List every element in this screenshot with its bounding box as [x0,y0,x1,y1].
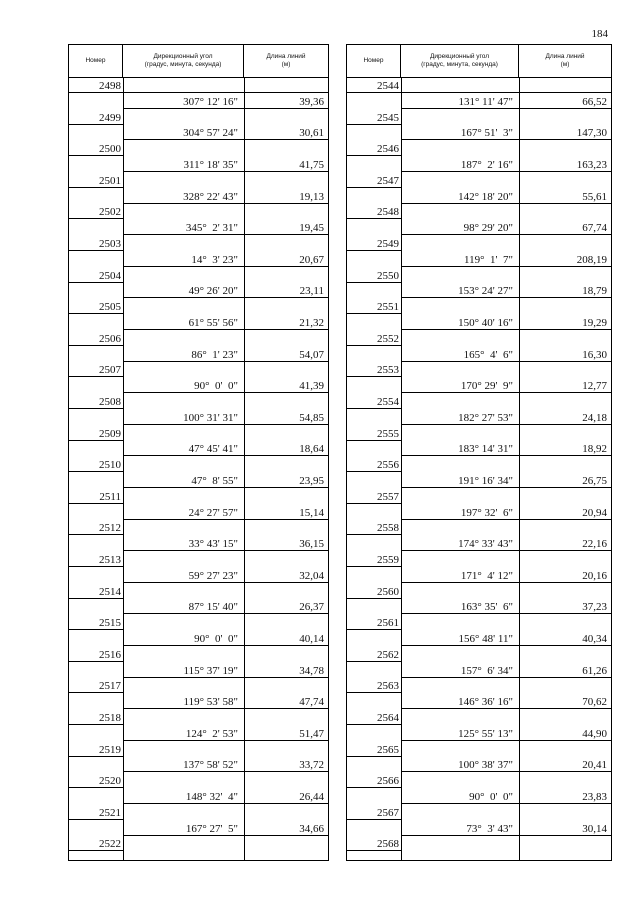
segment-row-line [401,297,611,298]
table-header [69,45,328,78]
point-number: 2507 [99,364,121,377]
direction-angle: 307° 12' 16" [183,95,238,108]
segment-row-line [401,613,611,614]
direction-angle: 100° 38' 37" [458,759,513,772]
line-length: 22,16 [582,538,607,551]
line-length: 34,66 [299,822,324,835]
direction-angle: 119° 1' 7" [464,253,513,266]
point-row-line [69,155,123,156]
line-length: 23,95 [299,475,324,487]
point-row-line [69,345,123,346]
point-number: 2560 [377,585,399,598]
line-length: 26,37 [299,601,324,614]
direction-angle: 146° 36' 16" [458,696,513,709]
direction-angle: 165° 4' 6" [463,348,513,361]
point-row-line [69,534,123,535]
segment-row-line [401,108,611,109]
direction-angle: 100° 31' 31" [183,411,238,424]
point-row-line [347,566,401,567]
point-row-line [347,187,401,188]
header-number: Номер [69,45,123,77]
segment-row-line [123,677,328,678]
segment-row-line [123,645,328,646]
line-length: 26,75 [582,475,607,487]
point-row-line [347,250,401,251]
line-length: 18,79 [582,285,607,298]
point-number: 2554 [377,396,399,408]
point-number: 2498 [99,80,121,92]
line-length: 33,72 [299,759,324,772]
point-number: 2552 [377,332,399,345]
line-length: 15,14 [299,506,324,519]
point-row-line [69,692,123,693]
segment-row-line [123,203,328,204]
direction-angle: 171° 4' 12" [460,569,513,582]
point-row-line [69,471,123,472]
point-row-line [347,124,401,125]
point-number: 2516 [99,648,121,661]
segment-row-line [401,266,611,267]
direction-angle: 148° 32' 4" [185,791,238,803]
line-length: 19,29 [582,317,607,329]
line-length: 41,75 [299,159,324,171]
line-length: 66,52 [582,95,607,108]
line-length: 41,39 [299,380,324,393]
direction-angle: 47° 8' 55" [191,475,238,487]
line-length: 208,19 [576,253,607,266]
point-row-line [347,155,401,156]
line-length: 16,30 [582,348,607,361]
point-row-line [69,629,123,630]
direction-angle: 163° 35' 6" [460,601,513,614]
point-row-line [347,661,401,662]
direction-angle: 115° 37' 19" [183,664,238,677]
point-row-line [347,503,401,504]
segment-row-line [401,139,611,140]
direction-angle: 153° 24' 27" [458,285,513,298]
header-length: Длина линий (м) [266,53,306,68]
direction-angle: 61° 55' 56" [188,317,238,329]
segment-row-line [123,171,328,172]
segment-row-line [401,392,611,393]
direction-angle: 14° 3' 23" [191,253,238,266]
segment-row-line [123,329,328,330]
point-row-line [347,756,401,757]
header-angle: Дирекционный угол (градус, минута, секунда) [123,45,244,77]
direction-angle: 33° 43' 15" [188,538,238,551]
point-row-line [347,408,401,409]
line-length: 30,14 [582,822,607,835]
point-number: 2512 [99,522,121,535]
point-number: 2561 [377,617,399,630]
point-number: 2565 [377,743,399,756]
point-row-line [347,376,401,377]
segment-row-line [123,392,328,393]
point-number: 2547 [377,174,399,187]
header-angle: Дирекционный угол (градус, минута, секунда) [401,45,519,77]
point-number: 2567 [377,806,399,819]
line-length: 26,44 [299,791,324,803]
segment-row-line [401,582,611,583]
point-number: 2564 [377,712,399,724]
point-row-line [69,850,123,851]
point-number: 2553 [377,364,399,377]
point-number: 2500 [99,143,121,156]
direction-angle: 304° 57' 24" [183,127,238,140]
left-coordinates-table [68,44,329,861]
segment-row-line [123,519,328,520]
direction-angle: 125° 55' 13" [458,727,513,740]
line-length: 18,92 [582,443,607,456]
point-number: 2545 [377,111,399,124]
direction-angle: 47° 45' 41" [188,443,238,456]
point-row-line [347,598,401,599]
line-length: 70,62 [582,696,607,709]
line-length: 18,64 [299,443,324,456]
direction-angle: 182° 27' 53" [458,411,513,424]
point-row-line [347,313,401,314]
direction-angle: 119° 53' 58" [183,696,238,709]
segment-row-line [401,171,611,172]
point-number: 2550 [377,269,399,282]
point-row-line [347,724,401,725]
point-row-line [347,440,401,441]
point-row-line [69,440,123,441]
point-number: 2566 [377,775,399,788]
segment-row-line [123,613,328,614]
line-length: 23,11 [299,285,324,298]
direction-angle: 187° 2' 16" [460,159,513,171]
segment-row-line [401,234,611,235]
point-number: 2549 [377,238,399,250]
point-row-line [69,503,123,504]
page-number: 184 [591,28,608,40]
point-number: 2501 [99,174,121,187]
segment-row-line [123,803,328,804]
line-length: 19,13 [299,190,324,203]
segment-row-line [123,740,328,741]
line-length: 67,74 [582,222,607,235]
point-row-line [69,661,123,662]
point-row-line [347,692,401,693]
point-row-line [347,345,401,346]
segment-row-line [401,487,611,488]
point-number: 2503 [99,238,121,250]
line-length: 36,15 [299,538,324,551]
point-number: 2514 [99,585,121,598]
segment-row-line [123,487,328,488]
point-row-line [347,787,401,788]
segment-row-line [123,108,328,109]
point-number: 2504 [99,269,121,282]
direction-angle: 49° 26' 20" [188,285,238,298]
line-length: 147,30 [576,127,607,140]
point-row-line [347,629,401,630]
segment-row-line [123,361,328,362]
direction-angle: 191° 16' 34" [458,475,513,487]
point-row-line [69,598,123,599]
line-length: 54,07 [299,348,324,361]
point-number: 2502 [99,206,121,219]
segment-row-line [401,677,611,678]
segment-row-line [401,771,611,772]
point-row-line [69,566,123,567]
line-length: 51,47 [299,727,324,740]
point-row-line [69,313,123,314]
point-row-line [347,218,401,219]
direction-angle: 87° 15' 40" [188,601,238,614]
segment-row-line [123,455,328,456]
line-length: 163,23 [576,159,607,171]
point-row-line [69,724,123,725]
segment-row-line [123,297,328,298]
segment-row-line [123,234,328,235]
point-number: 2559 [377,554,399,566]
point-row-line [347,282,401,283]
point-row-line [347,534,401,535]
direction-angle: 131° 11' 47" [458,95,513,108]
line-length: 32,04 [299,569,324,582]
line-length: 30,61 [299,127,324,140]
segment-row-line [401,803,611,804]
right-coordinates-table [346,44,612,861]
segment-row-line [401,645,611,646]
point-row-line [69,250,123,251]
line-length: 55,61 [582,190,607,203]
line-length: 54,85 [299,411,324,424]
point-row-line [69,124,123,125]
segment-row-line [123,266,328,267]
segment-row-line [123,835,328,836]
point-number: 2556 [377,459,399,472]
point-number: 2555 [377,427,399,440]
line-length: 39,36 [299,95,324,108]
line-length: 12,77 [582,380,607,393]
point-number: 2519 [99,743,121,756]
direction-angle: 328° 22' 43" [183,190,238,203]
segment-row-line [123,139,328,140]
segment-row-line [401,519,611,520]
point-number: 2521 [99,806,121,819]
segment-row-line [123,424,328,425]
segment-row-line [401,361,611,362]
line-length: 34,78 [299,664,324,677]
direction-angle: 124° 2' 53" [185,727,238,740]
direction-angle: 142° 18' 20" [458,190,513,203]
line-length: 20,94 [582,506,607,519]
segment-row-line [123,708,328,709]
direction-angle: 90° 0' 0" [469,791,513,803]
point-number: 2505 [99,301,121,314]
direction-angle: 167° 27' 5" [185,822,238,835]
direction-angle: 98° 29' 20" [463,222,513,235]
direction-angle: 73° 3' 43" [466,822,513,835]
point-number: 2511 [99,490,121,503]
point-number: 2510 [99,459,121,472]
point-row-line [69,787,123,788]
segment-row-line [401,708,611,709]
direction-angle: 24° 27' 57" [188,506,238,519]
direction-angle: 167° 51' 3" [460,127,513,140]
direction-angle: 311° 18' 35" [183,159,238,171]
direction-angle: 183° 14' 31" [458,443,513,456]
point-number: 2558 [377,522,399,535]
point-number: 2522 [99,838,121,851]
segment-row-line [401,424,611,425]
header-length: Длина линий (м) [545,53,585,68]
line-length: 24,18 [582,411,607,424]
direction-angle: 59° 27' 23" [188,569,238,582]
segment-row-line [401,329,611,330]
line-length: 20,16 [582,569,607,582]
line-length: 47,74 [299,696,324,709]
segment-row-line [401,203,611,204]
line-length: 23,83 [582,791,607,803]
point-number: 2508 [99,396,121,408]
point-number: 2518 [99,712,121,724]
point-row-line [69,282,123,283]
table-header [347,45,611,78]
point-row-line [69,819,123,820]
point-number: 2551 [377,301,399,314]
line-length: 44,90 [582,727,607,740]
point-number: 2520 [99,775,121,788]
line-length: 20,41 [582,759,607,772]
point-number: 2568 [377,838,399,851]
direction-angle: 150° 40' 16" [458,317,513,329]
point-number: 2548 [377,206,399,219]
header-number: Номер [347,45,401,77]
line-length: 37,23 [582,601,607,614]
direction-angle: 86° 1' 23" [191,348,238,361]
direction-angle: 157° 6' 34" [460,664,513,677]
line-length: 40,14 [299,633,324,645]
line-length: 21,32 [299,317,324,329]
point-number: 2499 [99,111,121,124]
line-length: 40,34 [582,633,607,645]
direction-angle: 156° 48' 11" [458,633,513,645]
point-row-line [69,187,123,188]
point-number: 2515 [99,617,121,630]
point-number: 2509 [99,427,121,440]
point-row-line [347,819,401,820]
segment-row-line [123,582,328,583]
direction-angle: 137° 58' 52" [183,759,238,772]
segment-row-line [123,771,328,772]
point-number: 2544 [377,80,399,92]
direction-angle: 197° 32' 6" [460,506,513,519]
direction-angle: 90° 0' 0" [194,380,238,393]
direction-angle: 90° 0' 0" [194,633,238,645]
segment-row-line [123,550,328,551]
point-row-line [69,218,123,219]
direction-angle: 170° 29' 9" [460,380,513,393]
point-row-line [347,850,401,851]
point-number: 2506 [99,332,121,345]
point-number: 2563 [377,680,399,693]
point-number: 2562 [377,648,399,661]
segment-row-line [401,550,611,551]
line-length: 19,45 [299,222,324,235]
direction-angle: 174° 33' 43" [458,538,513,551]
segment-row-line [401,455,611,456]
segment-row-line [401,740,611,741]
point-number: 2513 [99,554,121,566]
direction-angle: 345° 2' 31" [185,222,238,235]
point-row-line [347,471,401,472]
point-row-line [69,376,123,377]
line-length: 61,26 [582,664,607,677]
point-row-line [69,756,123,757]
line-length: 20,67 [299,253,324,266]
point-number: 2546 [377,143,399,156]
point-number: 2557 [377,490,399,503]
segment-row-line [401,835,611,836]
point-number: 2517 [99,680,121,693]
point-row-line [69,408,123,409]
